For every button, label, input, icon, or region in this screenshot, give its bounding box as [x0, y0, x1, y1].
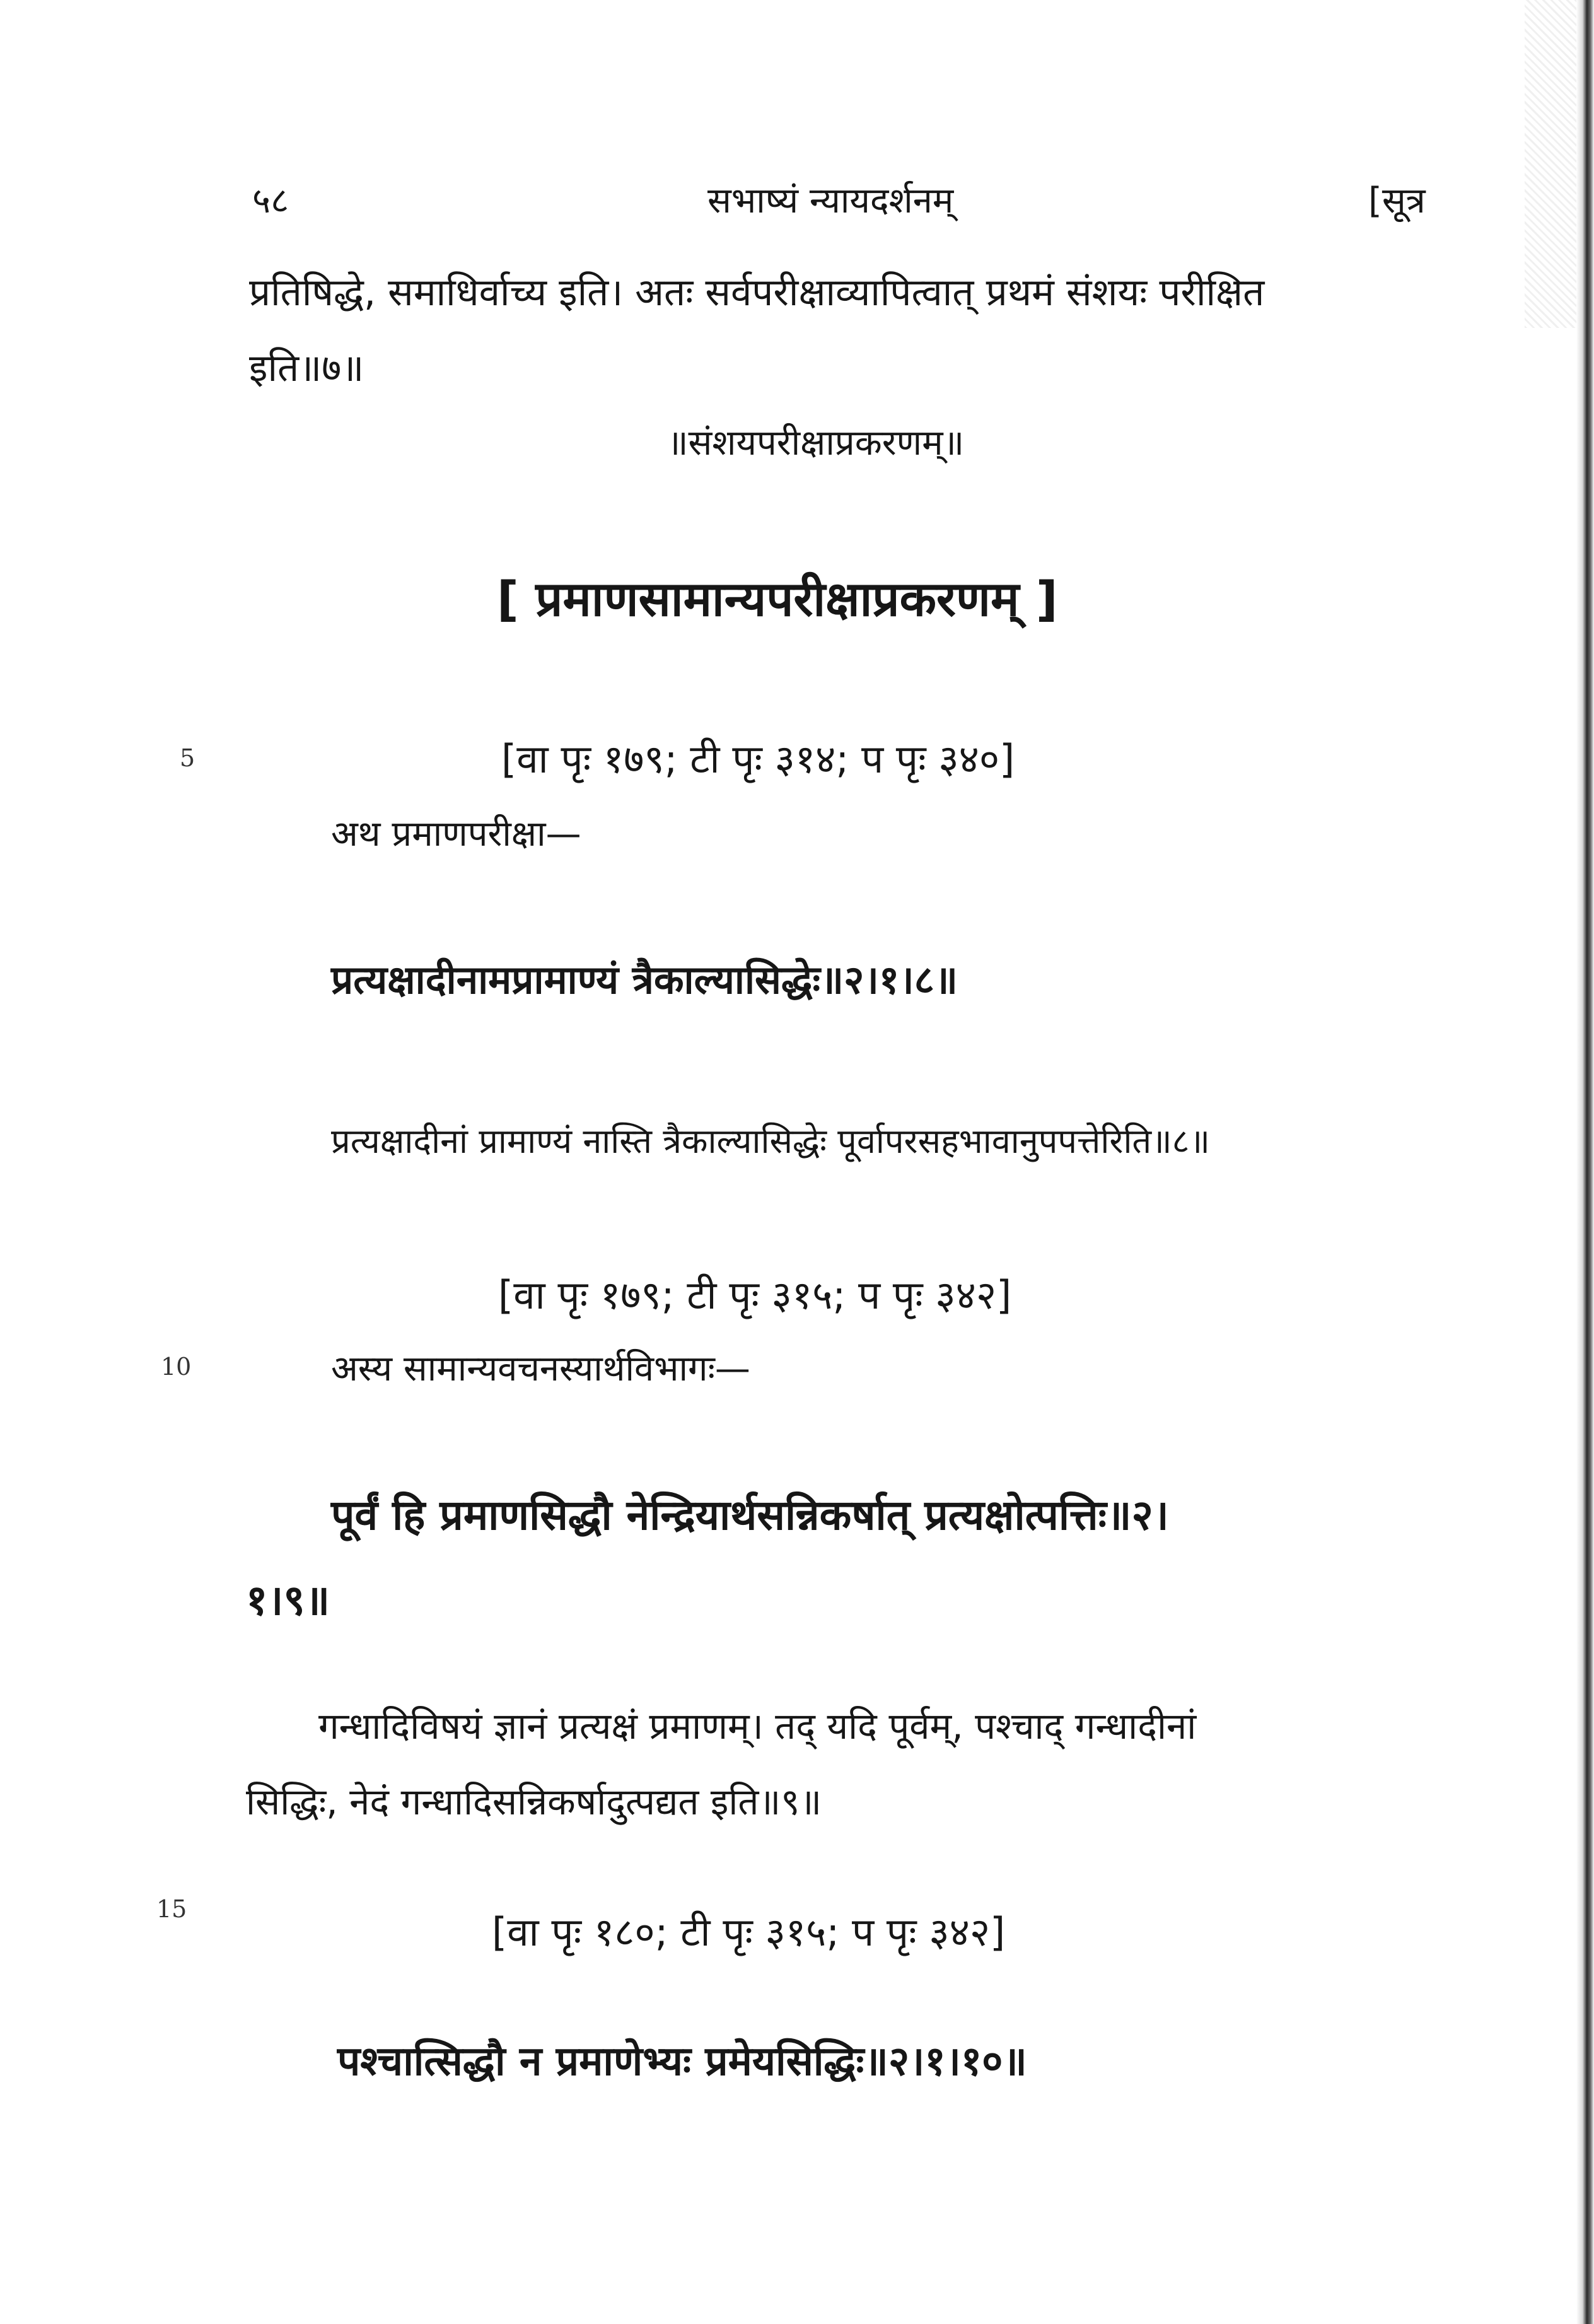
- bhashya-9-line-2: सिद्धिः, नेदं गन्धादिसन्निकर्षादुत्पद्यत इति॥९॥: [246, 1780, 822, 1823]
- page-edge-shadow: [1576, 0, 1594, 2324]
- running-title: सभाष्यं न्यायदर्शनम्: [707, 180, 954, 221]
- bhashya-8: प्रत्यक्षादीनां प्रामाण्यं नास्ति त्रैकाल्यासिद्धेः पूर्वापरसहभावानुपपत्तेरिति॥८॥: [331, 1121, 1210, 1161]
- sutra-9-line-2: १।९॥: [246, 1576, 330, 1625]
- text-line-1: प्रतिषिद्धे, समाधिर्वाच्य इति। अतः सर्वपरीक्षाव्यापित्वात् प्रथमं संशयः परीक्षित: [249, 271, 1265, 315]
- section-close-label: ॥संशयपरीक्षाप्रकरणम्॥: [667, 423, 965, 464]
- line-number-10: 10: [161, 1353, 192, 1381]
- line-number-15: 15: [156, 1895, 187, 1923]
- page-number: ५८: [252, 180, 289, 221]
- sutra-9-line-1: पूर्वं हि प्रमाणसिद्धौ नेन्द्रियार्थसन्निकर्षात् प्रत्यक्षोत्पत्तिः॥२।: [331, 1491, 1169, 1539]
- section-marker: [सूत्र: [1368, 180, 1426, 221]
- text-vibhaga: अस्य सामान्यवचनस्यार्थविभागः—: [331, 1348, 750, 1389]
- reference-line-1: [वा पृः १७९; टी पृः ३१४; प पृः ३४०]: [501, 736, 1015, 782]
- bhashya-9-line-1: गन्धादिविषयं ज्ञानं प्रत्यक्षं प्रमाणम्। तद् यदि पूर्वम्, पश्चाद् गन्धादीनां: [318, 1705, 1197, 1748]
- sutra-10: पश्चात्सिद्धौ न प्रमाणेभ्यः प्रमेयसिद्धिः॥२।१।१०॥: [337, 2038, 1027, 2085]
- sutra-8: प्रत्यक्षादीनामप्रामाण्यं त्रैकाल्यासिद्धेः॥२।१।८॥: [331, 957, 958, 1003]
- reference-line-2: [वा पृः १७९; टी पृः ३१५; प पृः ३४२]: [498, 1272, 1012, 1318]
- line-number-5: 5: [180, 744, 195, 772]
- reference-line-3: [वा पृः १८०; टी पृः ३१५; प पृः ३४२]: [492, 1909, 1006, 1955]
- text-line-2: इति॥७॥: [249, 346, 364, 390]
- text-atha: अथ प्रमाणपरीक्षा—: [331, 814, 581, 855]
- section-heading: [ प्रमाणसामान्यपरीक्षाप्रकरणम् ]: [497, 571, 1058, 627]
